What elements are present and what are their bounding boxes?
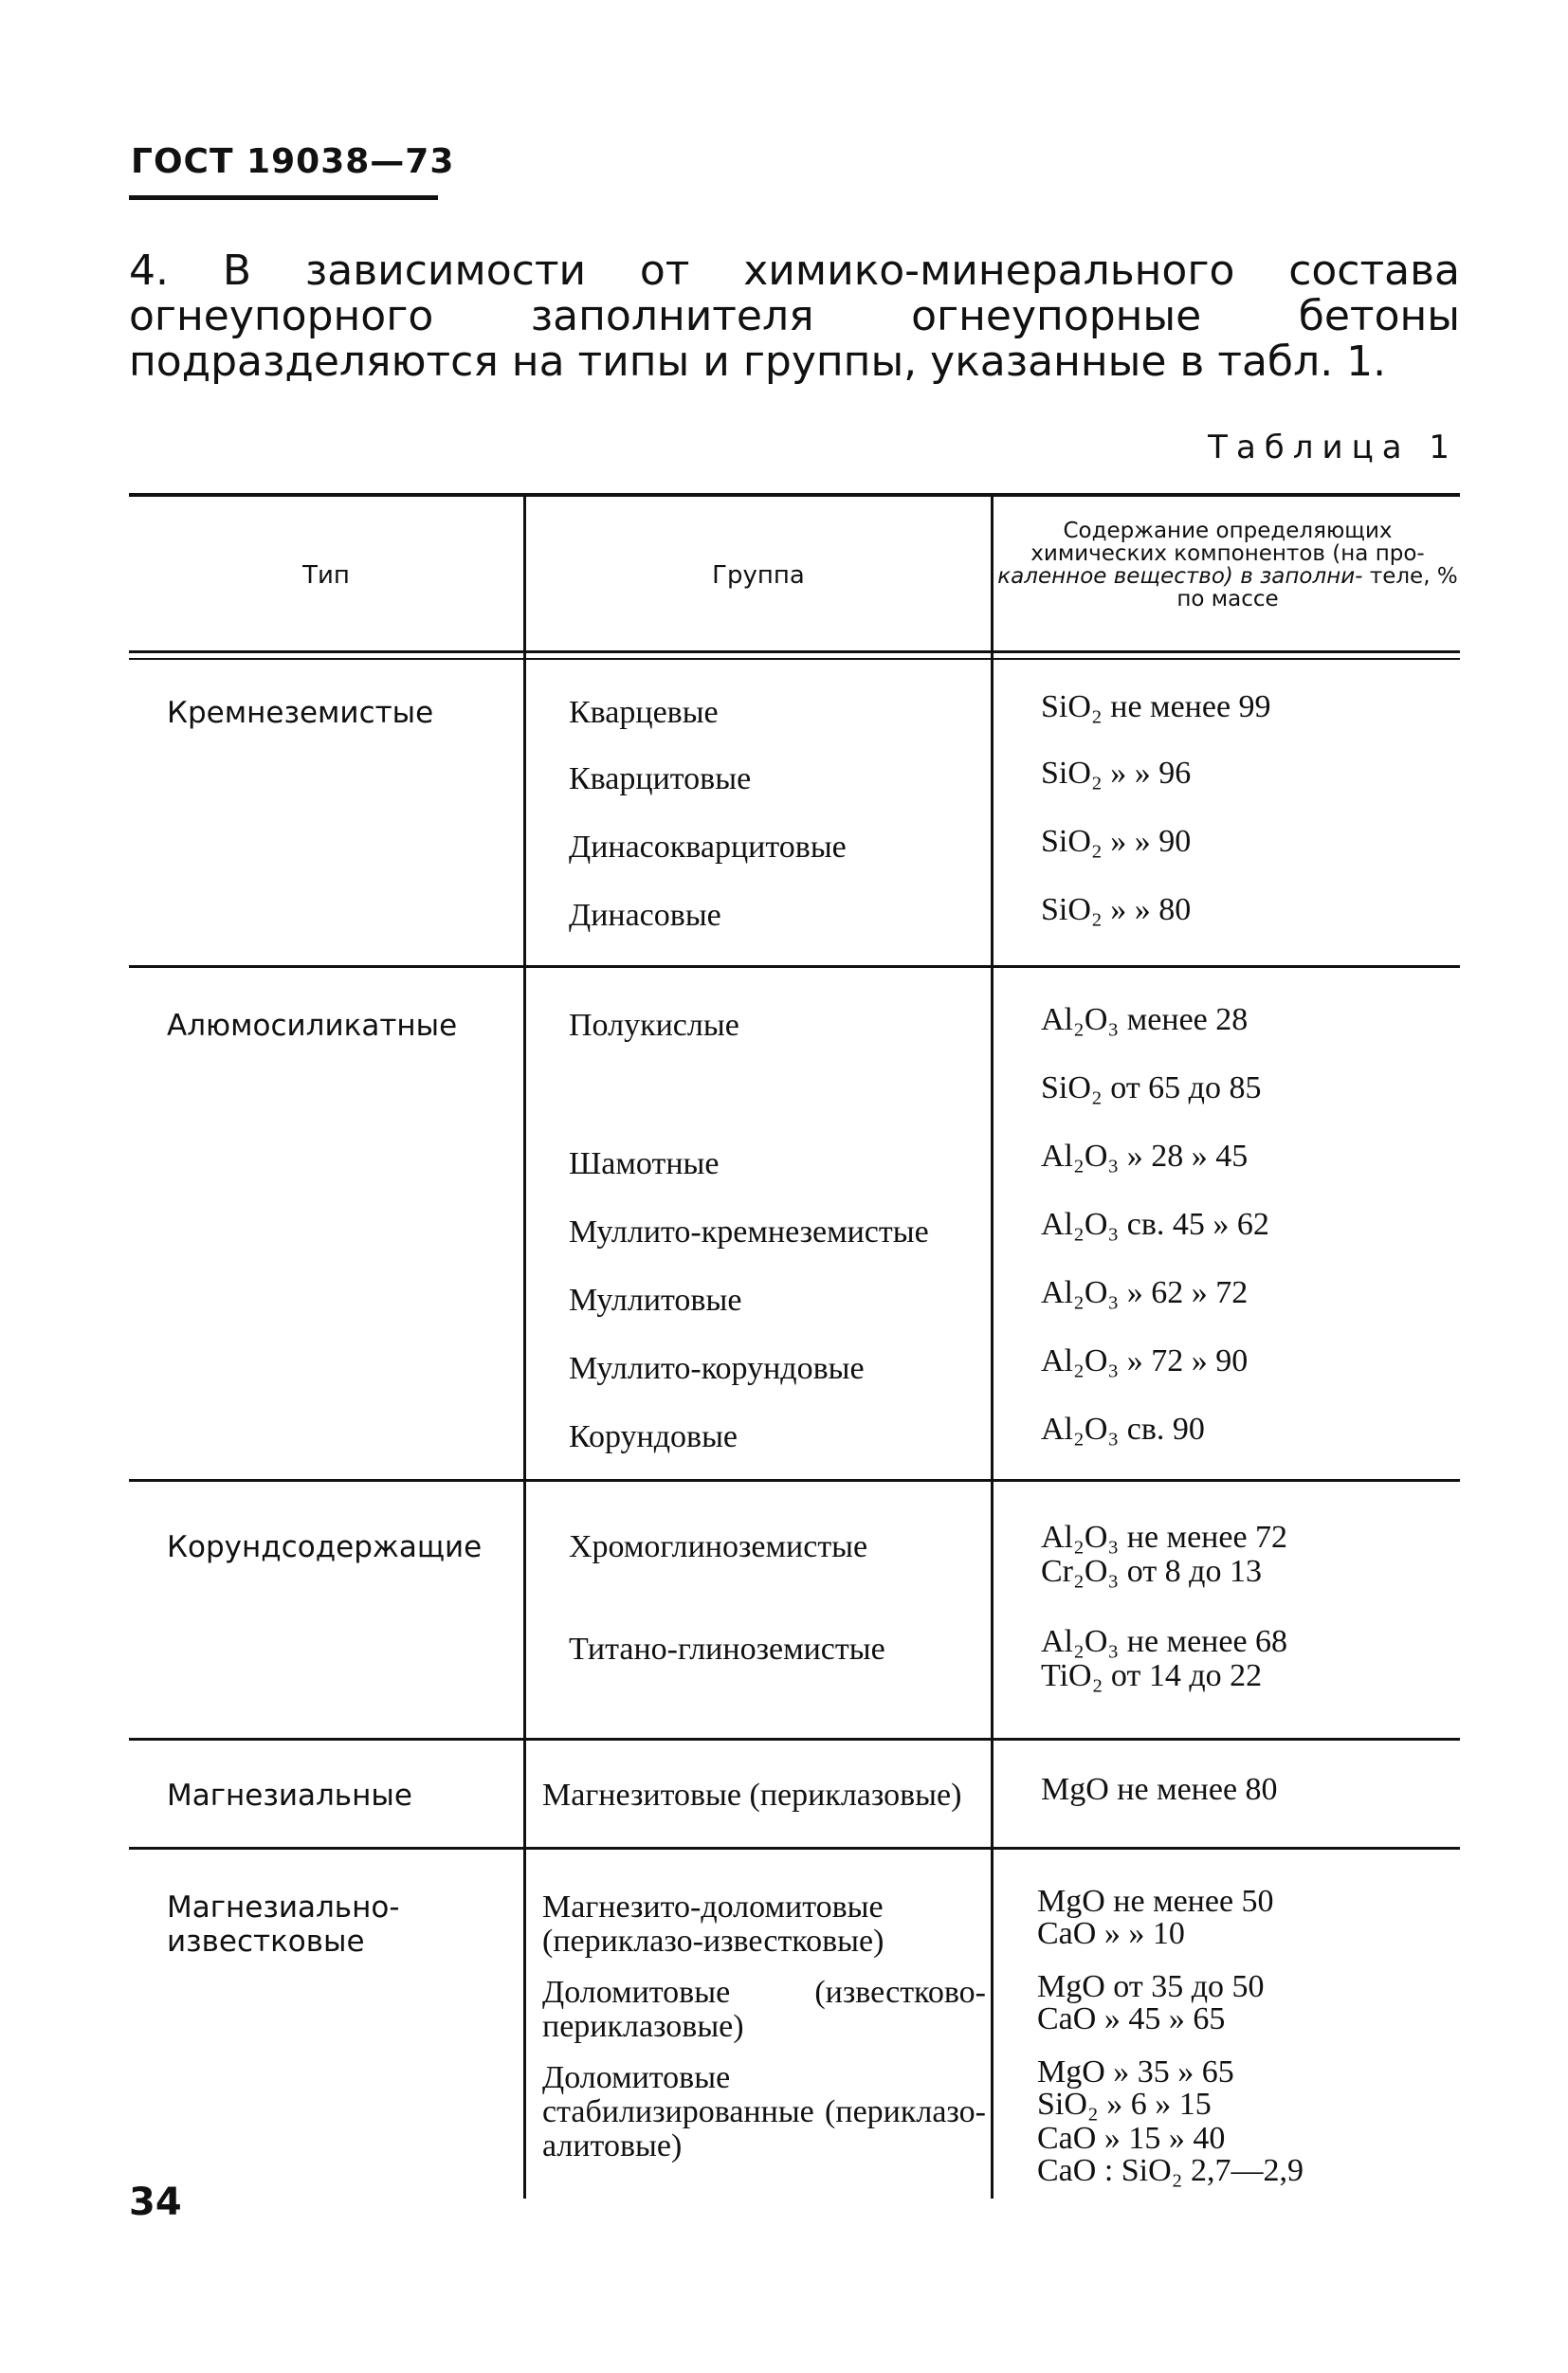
composition-cell: Cr₂O₃ от 8 до 13 — [1041, 1554, 1262, 1589]
group-cell: Муллито-кремнеземистые — [569, 1214, 929, 1250]
group-cell: Доломитовые стабилизированные (периклазо-алитовые) — [542, 2060, 986, 2163]
composition-cell: TiO₂ от 14 до 22 — [1041, 1658, 1263, 1693]
composition-cell: CaO » 45 » 65 — [1037, 2001, 1226, 2036]
group-cell: Кварцевые — [569, 695, 719, 730]
group-cell: Магнезитовые (периклазовые) — [542, 1778, 962, 1813]
composition-cell: MgO не менее 50 — [1037, 1884, 1274, 1919]
composition-cell: MgO от 35 до 50 — [1037, 1969, 1265, 2004]
page-number: 34 — [129, 2181, 182, 2224]
group-cell: Муллито-корундовые — [569, 1351, 865, 1386]
composition-cell: Al₂O₃ » 28 » 45 — [1041, 1139, 1249, 1174]
header-bottom-rule-2 — [129, 658, 1460, 660]
intro-paragraph: 4. В зависимости от химико-минерального состава огнеупорного заполнителя огнеупорные бетоны подразделяются на типы и группы, указанные в табл. 1. — [129, 246, 1460, 386]
composition-header-part-3: теле, % по массе — [1176, 564, 1458, 612]
type-cell-magnesian: Магнезиальные — [167, 1779, 412, 1813]
composition-cell: Al₂O₃ не менее 72 — [1041, 1520, 1288, 1555]
type-cell-magnesian-lime: Магнезиально-известковые — [167, 1890, 400, 1959]
section-rule-3 — [129, 1738, 1460, 1741]
type-cell-corundum: Корундсодержащие — [167, 1530, 483, 1564]
composition-cell: SiO₂ » » 80 — [1041, 892, 1192, 927]
group-cell: Магнезито-доломитовые (периклазо-известковые) — [542, 1889, 884, 1959]
column-divider-1 — [523, 497, 526, 2199]
group-cell: Титано-глиноземистые — [569, 1632, 885, 1667]
composition-cell: SiO₂ не менее 99 — [1041, 689, 1271, 724]
group-cell: Динасовые — [569, 898, 721, 933]
header-rule — [129, 195, 438, 200]
group-cell: Корундовые — [569, 1419, 738, 1454]
composition-cell: SiO₂ » » 90 — [1041, 824, 1192, 859]
table-top-rule — [129, 493, 1460, 497]
type-cell-aluminosilicate: Алюмосиликатные — [167, 1009, 458, 1043]
composition-cell: CaO » » 10 — [1037, 1916, 1185, 1951]
document-header: ГОСТ 19038—73 — [131, 142, 455, 181]
composition-cell: Al₂O₃ св. 90 — [1041, 1412, 1205, 1447]
composition-cell: CaO : SiO₂ 2,7—2,9 — [1037, 2153, 1304, 2188]
group-cell: Полукислые — [569, 1008, 739, 1043]
section-rule-4 — [129, 1847, 1460, 1850]
group-cell: Муллитовые — [569, 1283, 742, 1318]
header-bottom-rule — [129, 650, 1460, 653]
composition-cell: Al₂O₃ менее 28 — [1041, 1002, 1249, 1037]
composition-cell: MgO » 35 » 65 — [1037, 2054, 1234, 2090]
column-header-composition — [995, 520, 1460, 611]
group-cell: Шамотные — [569, 1146, 720, 1181]
column-header-type: Тип — [302, 561, 350, 590]
composition-cell: SiO₂ » » 96 — [1041, 756, 1192, 791]
composition-header-part-2: каленное вещество) в заполни- — [997, 564, 1363, 589]
column-divider-2 — [991, 497, 994, 2199]
type-cell-siliceous: Кремнеземистые — [167, 696, 434, 730]
composition-cell: Al₂O₃ не менее 68 — [1041, 1624, 1288, 1659]
column-header-group: Группа — [712, 561, 805, 590]
composition-cell: Al₂O₃ » 72 » 90 — [1041, 1343, 1249, 1378]
composition-cell: Al₂O₃ св. 45 » 62 — [1041, 1207, 1269, 1242]
composition-cell: SiO₂ от 65 до 85 — [1041, 1070, 1262, 1105]
composition-cell: SiO₂ » 6 » 15 — [1037, 2087, 1212, 2122]
section-rule-1 — [129, 965, 1460, 968]
composition-cell: CaO » 15 » 40 — [1037, 2121, 1226, 2156]
composition-cell: Al₂O₃ » 62 » 72 — [1041, 1275, 1249, 1310]
composition-cell: MgO не менее 80 — [1041, 1772, 1278, 1807]
group-cell: Кварцитовые — [569, 761, 752, 796]
group-cell: Доломитовые (известково-периклазовые) — [542, 1975, 986, 2044]
group-cell: Динасокварцитовые — [569, 830, 847, 865]
group-cell: Хромоглиноземистые — [569, 1529, 868, 1564]
table-caption: Таблица 1 — [1208, 429, 1458, 466]
composition-header-part-1: Содержание определяющих химических компонентов (на про- — [1030, 519, 1425, 566]
section-rule-2 — [129, 1479, 1460, 1482]
